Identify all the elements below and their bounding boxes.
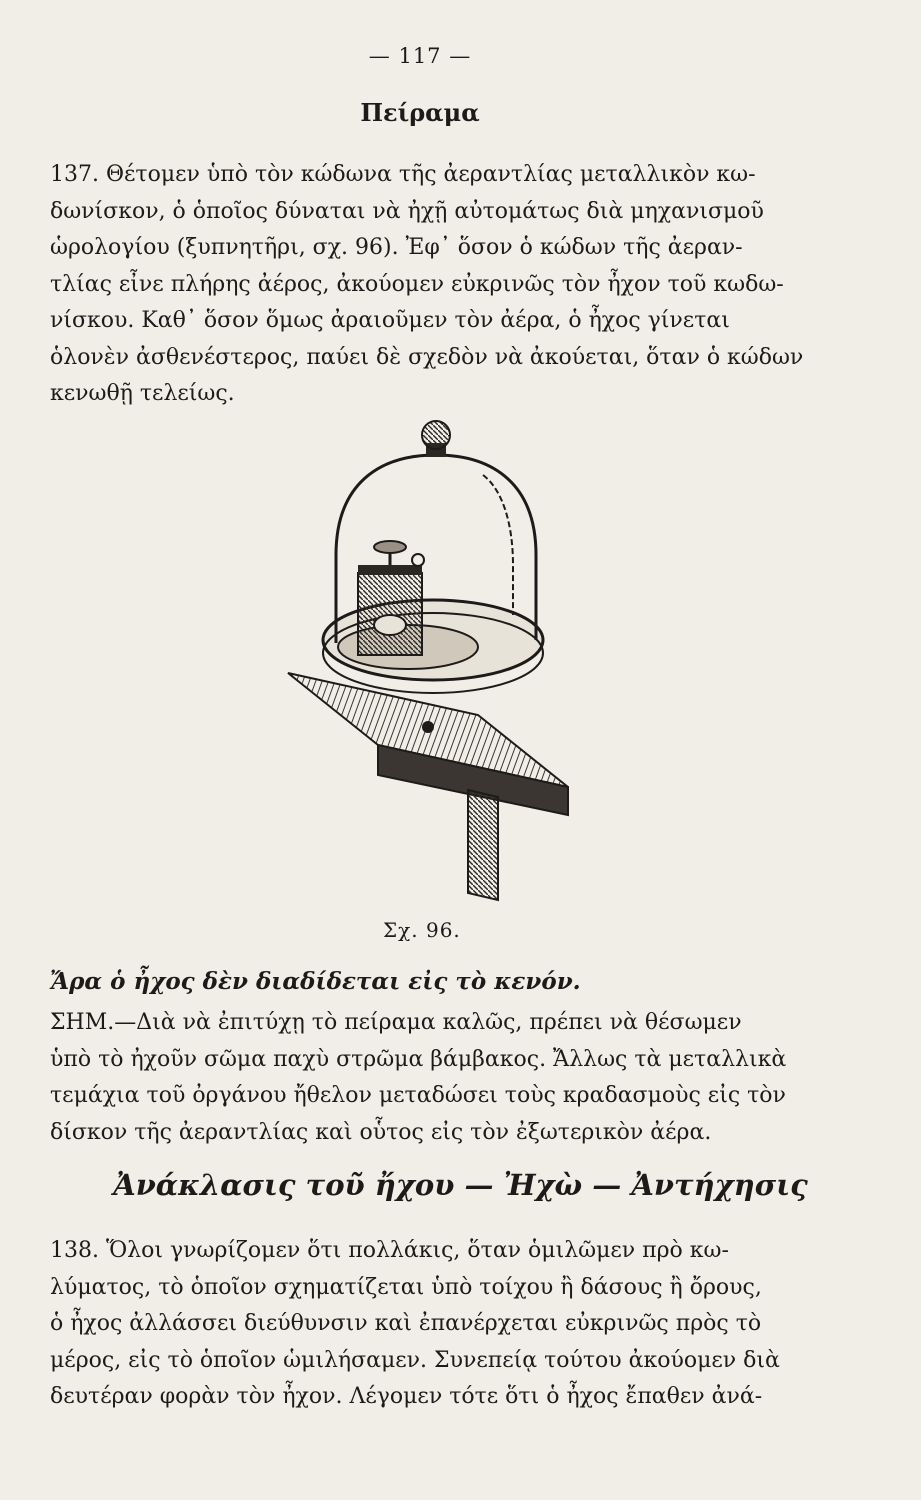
plate-nozzle <box>422 721 434 733</box>
conclusion: Ἄρα ὁ ἦχος δὲν διαδίδεται εἰς τὸ κενόν. <box>50 968 581 995</box>
text-line: λύματος, τὸ ὁποῖον σχηματίζεται ὑπὸ τοίχου ἢ δάσους ἢ ὄρους, <box>50 1274 762 1300</box>
text-line: 138. Ὅλοι γνωρίζομεν ὅτι πολλάκις, ὅταν ὁμιλῶμεν πρὸ κω- <box>50 1238 729 1263</box>
text-line: ὁ ἦχος ἀλλάσσει διεύθυνσιν καὶ ἐπανέρχεται εὐκρινῶς πρὸς τὸ <box>50 1311 762 1336</box>
small-bell <box>374 541 406 553</box>
figure-caption: Σχ. 96. <box>383 918 461 942</box>
text-line: ΣΗΜ.—Διὰ νὰ ἐπιτύχῃ τὸ πείραμα καλῶς, πρέπει νὰ θέσωμεν <box>50 1010 742 1035</box>
section-title: Πείραμα <box>360 98 480 127</box>
text-line: μέρος, εἰς τὸ ὁποῖον ὡμιλήσαμεν. Συνεπείᾳ τούτου ἀκούομεν διὰ <box>50 1347 780 1373</box>
text-line: ὡρολογίου (ξυπνητῆρι, σχ. 96). Ἐφ᾿ ὅσον ὁ κώδων τῆς ἀεραν- <box>50 235 743 260</box>
text-line: κενωθῇ τελείως. <box>50 381 235 406</box>
bell-knob <box>422 421 450 449</box>
page-number: — 117 — <box>368 44 472 68</box>
text-line: ὁλονὲν ἀσθενέστερος, παύει δὲ σχεδὸν νὰ ἀκούεται, ὅταν ὁ κώδων <box>50 344 804 370</box>
text-line: δωνίσκον, ὁ ὁποῖος δύναται νὰ ἠχῇ αὐτομάτως διὰ μηχανισμοῦ <box>50 198 764 224</box>
table-leg <box>468 790 498 900</box>
text-line: τεμάχια τοῦ ὀργάνου ἤθελον μεταδώσει τοὺς κραδασμοὺς εἰς τὸν <box>50 1083 786 1108</box>
note-paragraph <box>50 1005 812 1151</box>
paragraph-138 <box>50 1233 812 1416</box>
text-line: 137. Θέτομεν ὑπὸ τὸν κώδωνα τῆς ἀεραντλίας μεταλλικὸν κω- <box>50 162 756 187</box>
text-line: τλίας εἶνε πλήρης ἀέρος, ἀκούομεν εὐκρινῶς τὸν ἦχον τοῦ κωδω- <box>50 271 784 297</box>
chapter-heading: Ἀνάκλασις τοῦ ἤχου — Ἠχὼ — Ἀντήχησις <box>113 1168 808 1202</box>
paragraph-137 <box>50 157 812 413</box>
text-line: δίσκον τῆς ἀεραντλίας καὶ οὗτος εἰς τὸν ἐξωτερικὸν ἀέρα. <box>50 1119 712 1145</box>
text-line: δευτέραν φορὰν τὸν ἦχον. Λέγομεν τότε ὅτι ὁ ἦχος ἔπαθεν ἀνά- <box>50 1384 763 1409</box>
text-line: νίσκου. Καθ᾿ ὅσον ὅμως ἀραιοῦμεν τὸν ἀέρα, ὁ ἦχος γίνεται <box>50 308 730 333</box>
text-line: ὑπὸ τὸ ἠχοῦν σῶμα παχὺ στρῶμα βάμβακος. Ἄλλως τὰ μεταλλικὰ <box>50 1046 787 1072</box>
bell-jar-illustration <box>278 415 598 915</box>
